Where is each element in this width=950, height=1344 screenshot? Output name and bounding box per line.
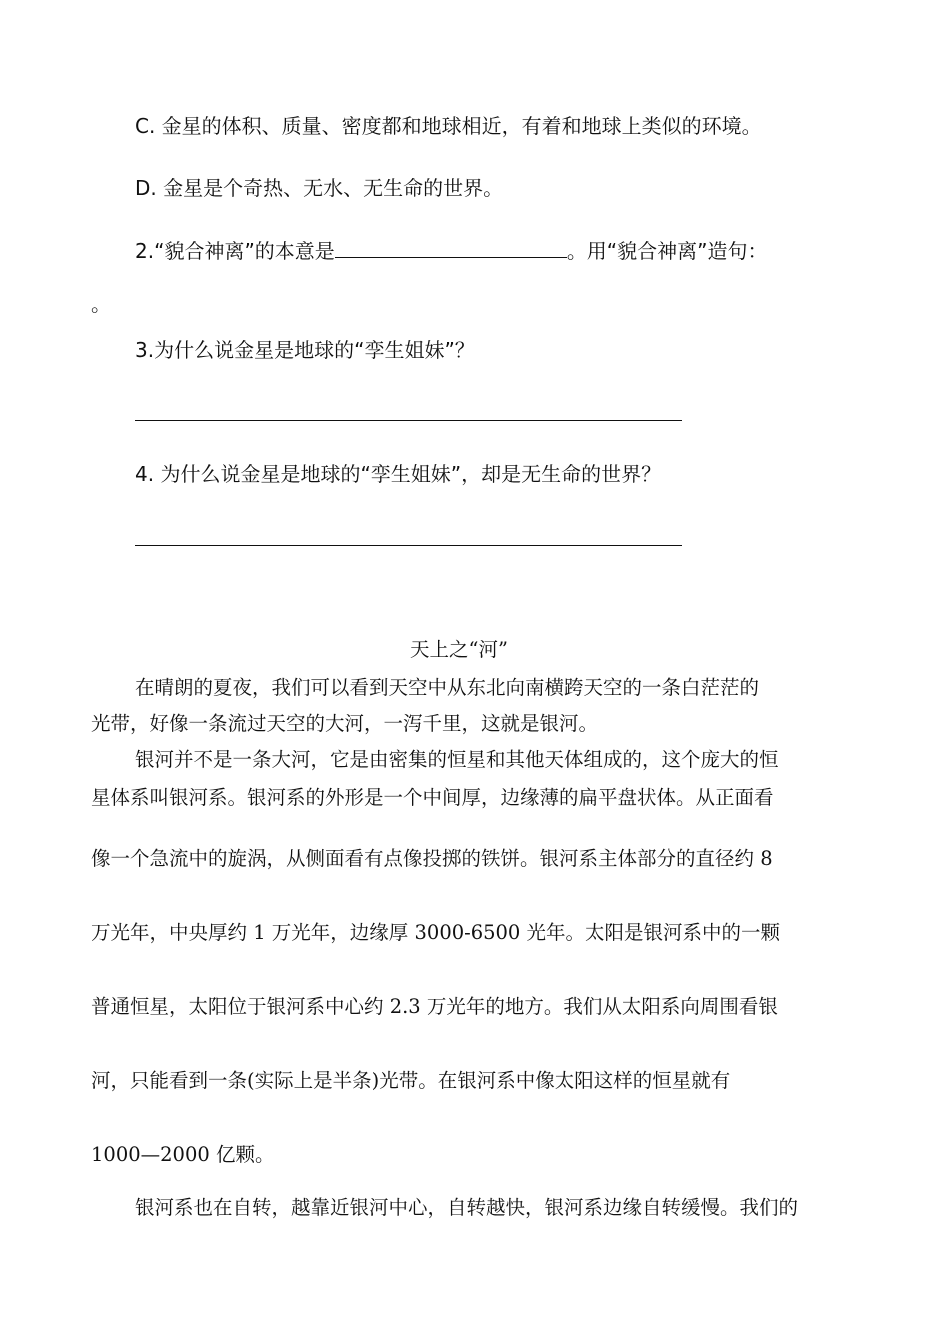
question-2-end: 。	[91, 292, 111, 316]
option-d: D. 金星是个奇热、无水、无生命的世界。	[135, 176, 504, 200]
article-line: 普通恒星，太阳位于银河系中心约 2.3 万光年的地方。我们从太阳系向周围看银	[91, 995, 778, 1018]
question-3: 3.为什么说金星是地球的“孪生姐妹”？	[135, 338, 475, 362]
article-line: 在晴朗的夏夜，我们可以看到天空中从东北向南横跨天空的一条白茫茫的	[135, 676, 760, 699]
article-line: 光带，好像一条流过天空的大河，一泻千里，这就是银河。	[91, 712, 599, 735]
article-line: 银河并不是一条大河，它是由密集的恒星和其他天体组成的，这个庞大的恒	[135, 748, 779, 771]
question-2	[135, 237, 768, 265]
question-4: 4. 为什么说金星是地球的“孪生姐妹”，却是无生命的世界？	[135, 462, 662, 486]
article-line: 河，只能看到一条(实际上是半条)光带。在银河系中像太阳这样的恒星就有	[91, 1069, 731, 1092]
article-line: 银河系也在自转，越靠近银河中心，自转越快，银河系边缘自转缓慢。我们的	[135, 1196, 799, 1219]
question-2-blank[interactable]	[335, 237, 567, 258]
article-line: 像一个急流中的旋涡，从侧面看有点像投掷的铁饼。银河系主体部分的直径约 8	[91, 847, 773, 870]
article-line: 1000—2000 亿颗。	[91, 1143, 275, 1166]
question-4-answer-line[interactable]	[135, 545, 682, 546]
article-line: 万光年，中央厚约 1 万光年，边缘厚 3000-6500 光年。太阳是银河系中的一颗	[91, 921, 781, 944]
question-2-suffix: 。用“貌合神离”造句：	[566, 239, 768, 263]
article-title: 天上之“河”	[410, 638, 508, 661]
question-3-answer-line[interactable]	[135, 420, 682, 421]
question-2-prefix: 2.“貌合神离”的本意是	[135, 239, 335, 263]
article-line: 星体系叫银河系。银河系的外形是一个中间厚，边缘薄的扁平盘状体。从正面看	[91, 786, 774, 809]
option-c: C. 金星的体积、质量、密度都和地球相近，有着和地球上类似的环境。	[135, 114, 762, 138]
